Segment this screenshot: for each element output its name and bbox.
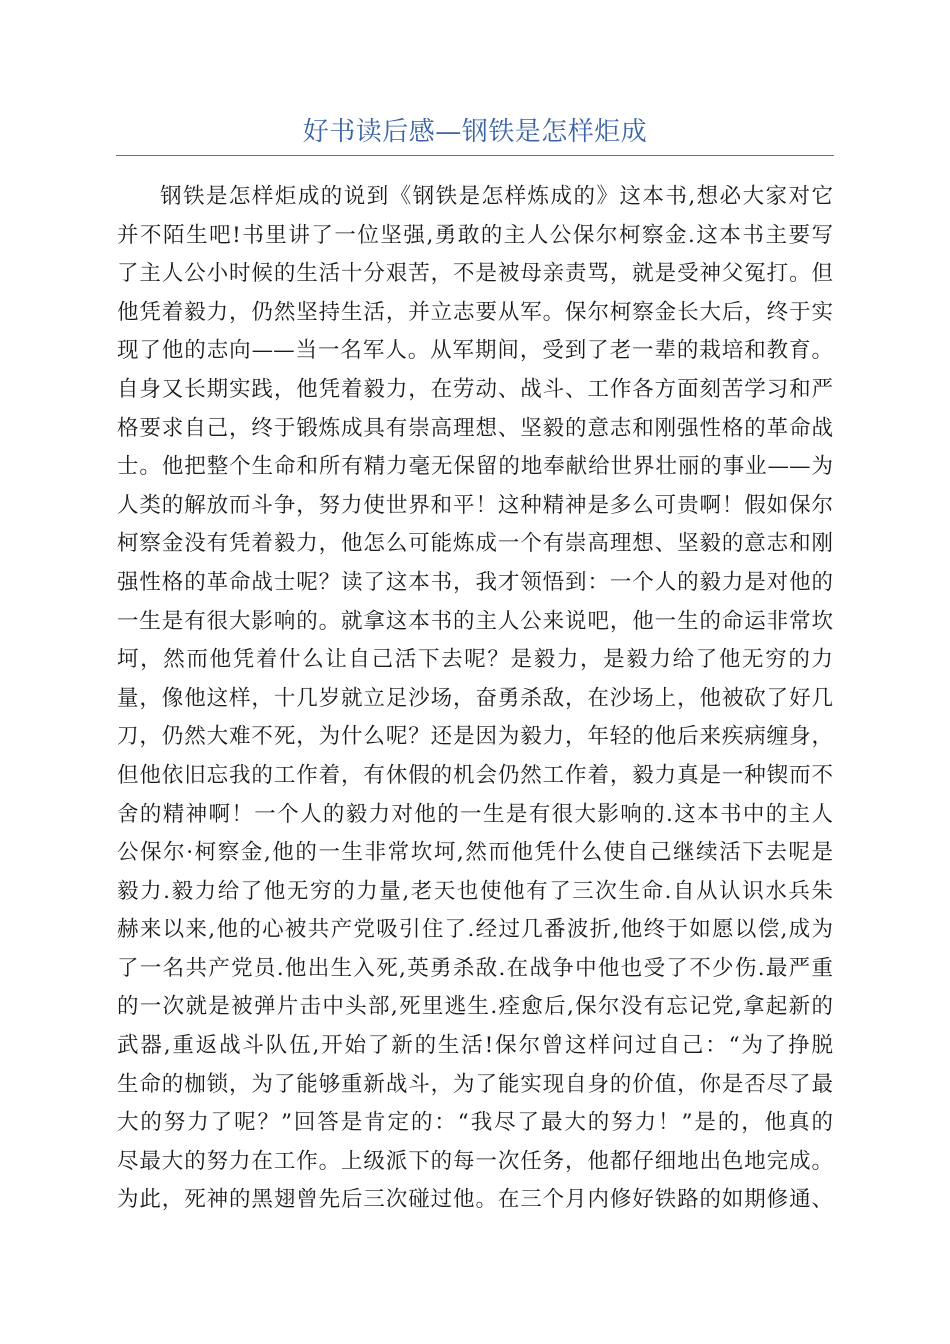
text-line: 武器,重返战斗队伍,开始了新的生活!保尔曾这样问过自己：“为了挣脱 [117,1033,833,1059]
document-title: 好书读后感—钢铁是怎样炬成 [302,117,648,147]
text-line: 强性格的革命战士呢？读了这本书，我才领悟到：一个人的毅力是对他的 [117,569,833,595]
text-line: 的一次就是被弹片击中头部,死里逃生.痊愈后,保尔没有忘记党,拿起新的 [117,994,833,1020]
text-line: 人类的解放而斗争，努力使世界和平！这种精神是多么可贵啊！假如保尔 [117,492,833,518]
text-line: 尽最大的努力在工作。上级派下的每一次任务，他都仔细地出色地完成。 [117,1148,833,1174]
text-line: 士。他把整个生命和所有精力毫无保留的地奉献给世界壮丽的事业——为 [117,454,833,480]
text-line: 生命的枷锁，为了能够重新战斗，为了能实现自身的价值，你是否尽了最 [117,1071,833,1097]
text-line: 公保尔·柯察金,他的一生非常坎坷,然而他凭什么使自己继续活下去呢是 [117,840,833,866]
text-line: 钢铁是怎样炬成的说到《钢铁是怎样炼成的》这本书,想必大家对它 [160,184,833,209]
text-line: 大的努力了呢？”回答是肯定的：“我尽了最大的努力！”是的，他真的 [117,1110,833,1136]
text-line: 坷，然而他凭着什么让自己活下去呢？是毅力，是毅力给了他无穷的力 [117,647,833,673]
text-line: 但他依旧忘我的工作着，有休假的机会仍然工作着，毅力真是一种锲而不 [117,762,833,788]
text-line: 了一名共产党员.他出生入死,英勇杀敌.在战争中他也受了不少伤.最严重 [117,955,833,981]
text-line: 格要求自己，终于锻炼成具有崇高理想、坚毅的意志和刚强性格的革命战 [117,415,833,441]
text-line: 刀，仍然大难不死，为什么呢？还是因为毅力，年轻的他后来疾病缠身， [117,724,833,750]
text-line: 舍的精神啊！一个人的毅力对他的一生是有很大影响的.这本书中的主人 [117,801,833,827]
text-line: 一生是有很大影响的。就拿这本书的主人公来说吧，他一生的命运非常坎 [117,608,833,634]
text-line: 了主人公小时候的生活十分艰苦，不是被母亲责骂，就是受神父冤打。但 [117,261,833,287]
text-line: 现了他的志向——当一名军人。从军期间，受到了老一辈的栽培和教育。 [117,338,833,364]
title-underline [116,155,834,156]
text-line: 自身又长期实践，他凭着毅力，在劳动、战斗、工作各方面刻苦学习和严 [117,376,833,402]
text-line: 他凭着毅力，仍然坚持生活，并立志要从军。保尔柯察金长大后，终于实 [117,299,833,325]
text-line: 量，像他这样，十几岁就立足沙场，奋勇杀敌，在沙场上，他被砍了好几 [117,685,833,711]
text-line: 赫来以来,他的心被共产党吸引住了.经过几番波折,他终于如愿以偿,成为 [117,917,833,943]
text-line: 柯察金没有凭着毅力，他怎么可能炼成一个有崇高理想、坚毅的意志和刚 [117,531,833,557]
text-line: 毅力.毅力给了他无穷的力量,老天也使他有了三次生命.自从认识水兵朱 [117,878,833,904]
text-line: 为此，死神的黑翅曾先后三次碰过他。在三个月内修好铁路的如期修通、 [117,1187,833,1213]
document-body [117,178,833,1220]
text-line: 并不陌生吧!书里讲了一位坚强,勇敢的主人公保尔柯察金.这本书主要写 [117,222,833,248]
